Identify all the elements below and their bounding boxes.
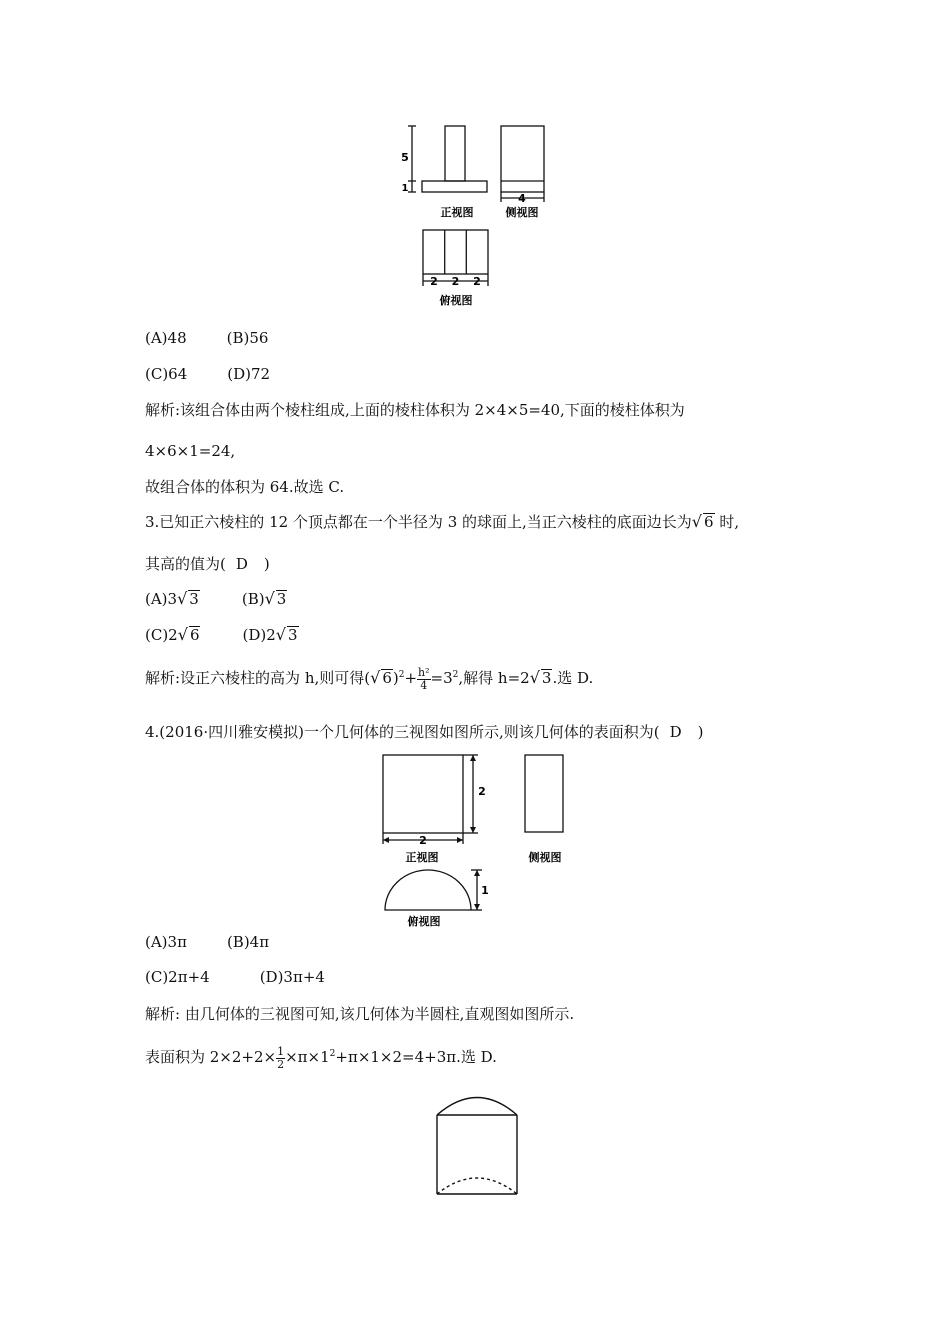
q3-frac-num: h² [418, 665, 430, 679]
q3-analysis-plus: + [404, 669, 418, 687]
q3-stem-line1: 3.已知正六棱柱的 12 个顶点都在一个半径为 3 的球面上,当正六棱柱的底面边长为√ 6 时, [145, 512, 740, 531]
q2-option-b: (B)56 [226, 329, 269, 347]
q3-analysis-radical-1: 6 [382, 669, 392, 687]
q4-analysis-text-1: 表面积为 2×2+2× [145, 1048, 277, 1066]
caption-top-view-2: 俯视图 [407, 915, 441, 928]
q4-analysis-fraction [276, 1046, 285, 1071]
q3-option-b: (B) [241, 590, 265, 608]
q3-options-row1: (A)3√ 3 (B)√ 3 [145, 589, 287, 608]
q3-option-a-radical: 3 [189, 590, 199, 608]
label-height-2: 2 [478, 785, 486, 798]
q3-analysis-text-2: ) [392, 669, 399, 687]
top-arc [437, 1098, 517, 1116]
q3-analysis-sup-1: 2 [398, 670, 405, 680]
label-top-seg-1: 2 [430, 275, 438, 288]
q2-option-d: (D)72 [227, 365, 271, 383]
q4-options-row1 [145, 932, 269, 952]
q3-option-c-radical: 6 [189, 626, 200, 644]
top-view-rect [423, 230, 488, 274]
q3-stem-line2 [145, 554, 270, 574]
q4-stem-text: 4.(2016·四川雅安模拟)一个几何体的三视图如图所示,则该几何体的表面积为( [145, 723, 660, 741]
front-view-square [383, 755, 463, 833]
figure-three-views-prism [395, 118, 565, 318]
hidden-arc [437, 1178, 517, 1194]
q4-option-d: (D)3π+4 [259, 968, 325, 986]
q4-analysis-sup: 2 [329, 1049, 336, 1059]
caption-front-view: 正视图 [440, 206, 474, 219]
front-view-column [445, 126, 465, 181]
q3-option-d-radical: 3 [287, 626, 298, 644]
q4-option-c: (C)2π+4 [145, 968, 210, 986]
label-height-5: 5 [401, 151, 409, 164]
side-view-rect [501, 126, 544, 192]
label-top-seg-3: 2 [473, 275, 481, 288]
q3-answer: D [235, 555, 248, 573]
q4-close-paren: ) [697, 723, 704, 741]
label-height-1: 1 [401, 183, 409, 194]
label-width-2: 2 [419, 834, 427, 847]
q4-frac-num: 1 [277, 1044, 285, 1058]
figure-half-cylinder-perspective [425, 1088, 530, 1203]
q3-option-a: (A)3 [145, 590, 178, 608]
q3-analysis-fraction [417, 667, 431, 692]
q3-analysis-sup-2: 2 [452, 670, 459, 680]
q3-stem-text: 3.已知正六棱柱的 12 个顶点都在一个半径为 3 的球面上,当正六棱柱的底面边长为 [145, 513, 692, 531]
q3-close-paren: ) [263, 555, 270, 573]
q3-analysis-text-3: =3 [430, 669, 453, 687]
q4-stem [145, 722, 703, 742]
q3-option-d: (D)2 [242, 626, 276, 644]
caption-side-view-2: 侧视图 [528, 851, 562, 864]
label-width-4: 4 [518, 192, 526, 205]
q3-analysis-text-1: 解析:设正六棱柱的高为 h,则可得( [145, 669, 371, 687]
label-radius-1: 1 [481, 884, 489, 897]
caption-side-view: 侧视图 [505, 206, 539, 219]
q4-analysis-text-2: ×π×1 [285, 1048, 330, 1066]
q3-stem-prompt: 其高的值为( [145, 555, 226, 573]
caption-top-view: 俯视图 [439, 294, 473, 307]
q3-option-b-radical: 3 [276, 590, 287, 608]
q2-analysis-2: 4×6×1=24, [145, 442, 236, 460]
q3-analysis-text-4: ,解得 h=2 [458, 669, 530, 687]
q4-analysis-text-3: +π×1×2=4+3π.选 D. [335, 1048, 497, 1066]
side-view-rect [525, 755, 563, 832]
q2-options-row2 [145, 364, 270, 384]
q2-options-row1 [145, 328, 268, 348]
front-view-base [422, 181, 487, 192]
q3-stem-radical: 6 [704, 513, 714, 531]
q4-frac-den: 2 [277, 1057, 285, 1071]
label-top-seg-2: 2 [451, 275, 460, 288]
q4-options-row2 [145, 967, 325, 987]
q2-analysis-1: 解析:该组合体由两个棱柱组成,上面的棱柱体积为 2×4×5=40,下面的棱柱体积为 [145, 401, 685, 419]
q3-frac-den: 4 [420, 678, 428, 692]
q4-answer: D [669, 723, 682, 741]
figure-three-views-half-cylinder [375, 748, 585, 930]
q4-option-a: (A)3π [145, 933, 187, 951]
q2-option-a: (A)48 [145, 329, 187, 347]
top-view-semicircle [385, 870, 471, 910]
q3-stem-text-2: 时, [714, 513, 740, 531]
q4-analysis-1: 解析: 由几何体的三视图可知,该几何体为半圆柱,直观图如图所示. [145, 1005, 575, 1023]
q3-analysis-radical-2: 3 [541, 669, 552, 687]
q2-analysis-3: 故组合体的体积为 64.故选 C. [145, 478, 345, 496]
q4-option-b: (B)4π [226, 933, 270, 951]
caption-front-view-2: 正视图 [405, 851, 439, 864]
q2-option-c: (C)64 [145, 365, 188, 383]
q3-option-c: (C)2 [145, 626, 178, 644]
q3-analysis-text-5: .选 D. [552, 669, 594, 687]
q3-options-row2: (C)2√ 6 (D)2√ 3 [145, 625, 298, 644]
q3-analysis: 解析:设正六棱柱的高为 h,则可得(√ 6)$^2$+ $\frac{\text{h²}}{4}$ $=3^2$,解得 h=2√ 3.选 D. [145, 665, 594, 692]
q4-analysis-2 [145, 1044, 497, 1071]
